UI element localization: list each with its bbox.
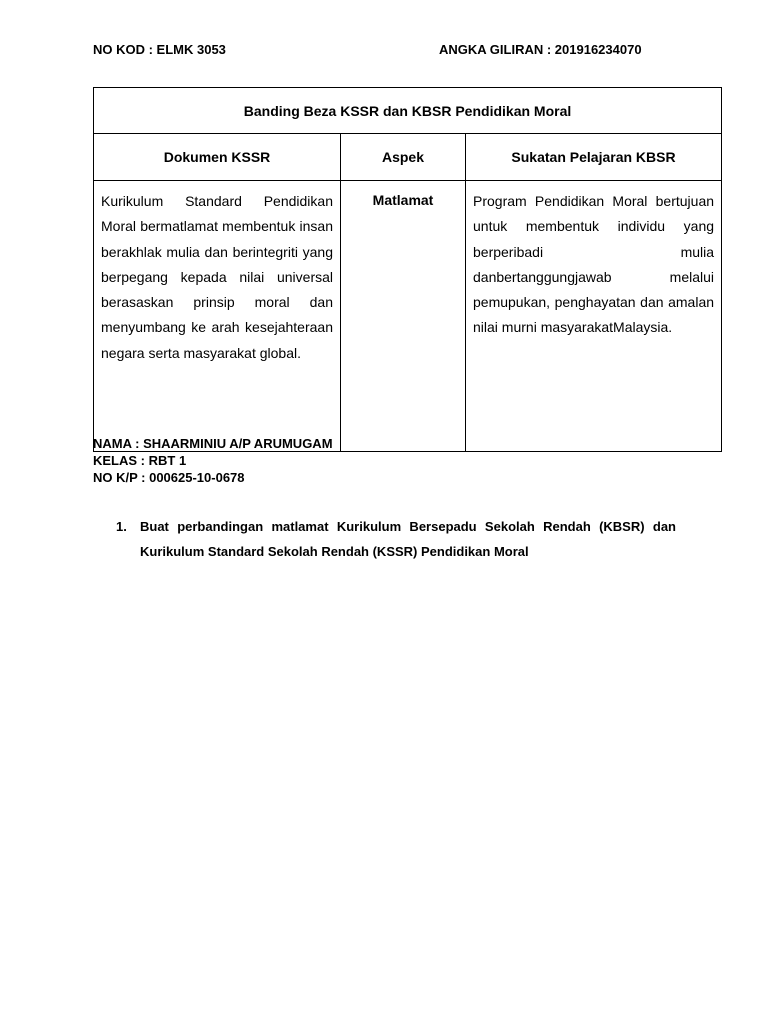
kssr-text: Kurikulum Standard Pendidikan Moral bermatlamat membentuk insan berakhlak mulia dan berintegriti yang berpegang kepada nilai universal berasaskan prinsip moral dan menyumbang ke arah kesejahteraan negara serta masyarakat global. <box>101 193 333 361</box>
course-code: NO KOD : ELMK 3053 <box>93 42 226 57</box>
question-list <box>116 514 676 564</box>
student-class: KELAS : RBT 1 <box>93 453 187 468</box>
student-ic: NO K/P : 000625-10-0678 <box>93 470 245 485</box>
kbsr-cell <box>466 181 722 452</box>
question-number: 1. <box>116 519 127 534</box>
column-header-aspek: Aspek <box>341 134 466 181</box>
column-header-kssr: Dokumen KSSR <box>94 134 341 181</box>
question-text: Buat perbandingan matlamat Kurikulum Bersepadu Sekolah Rendah (KBSR) dan Kurikulum Standard Sekolah Rendah (KSSR) Pendidikan Moral <box>140 519 676 559</box>
list-item <box>116 514 676 564</box>
comparison-table <box>93 87 722 452</box>
table-title: Banding Beza KSSR dan KBSR Pendidikan Moral <box>94 88 722 134</box>
column-header-kbsr: Sukatan Pelajaran KBSR <box>466 134 722 181</box>
student-info <box>93 435 333 486</box>
aspek-cell: Matlamat <box>341 181 466 452</box>
kbsr-text: Program Pendidikan Moral bertujuan untuk membentuk individu yang berperibadi mulia danbertanggungjawab melalui pemupukan, penghayatan dan amalan nilai murni masyarakatMalaysia. <box>473 193 715 336</box>
table-row <box>94 181 722 452</box>
student-name: NAMA : SHAARMINIU A/P ARUMUGAM <box>93 436 333 451</box>
kssr-cell <box>94 181 341 452</box>
index-number: ANGKA GILIRAN : 201916234070 <box>439 42 642 57</box>
